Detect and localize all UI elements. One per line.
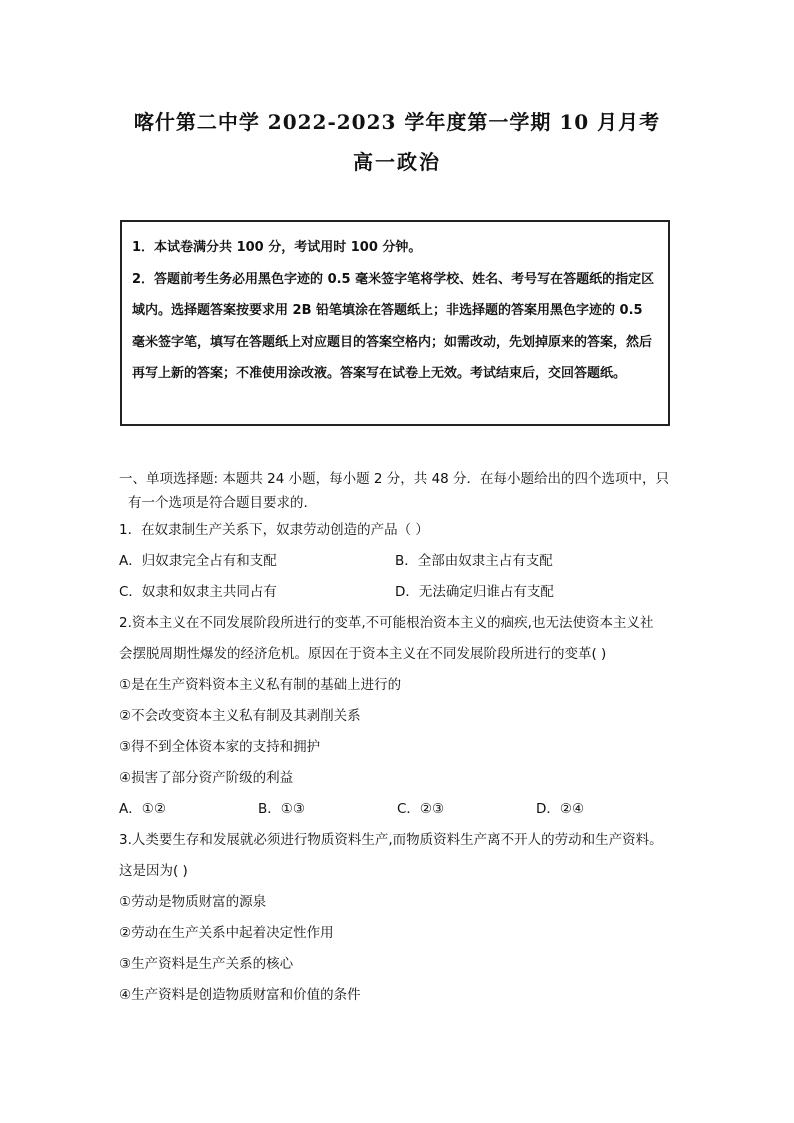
question-1-stem: 1．在奴隶制生产关系下，奴隶劳动创造的产品（ ）	[119, 522, 429, 538]
instruction-1: 1．本试卷满分共 100 分，考试用时 100 分钟。	[132, 240, 422, 255]
exam-content	[119, 467, 679, 1011]
option-b: B．①③	[258, 801, 305, 817]
question-3-item-3: ③生产资料是生产关系的核心	[119, 956, 294, 972]
question-3-stem: 3.人类要生存和发展就必须进行物质资料生产,而物质资料生产离不开人的劳动和生产资料。	[119, 832, 663, 848]
option-c: C．②③	[397, 801, 445, 817]
option-a: A．①②	[119, 801, 166, 817]
section-heading: 一、单项选择题: 本题共 24 小题，每小题 2 分，共 48 分．在每小题给出的四个选项中，只	[119, 471, 670, 487]
question-1-options-row-2	[119, 577, 679, 608]
question-2-item-3: ③得不到全体资本家的支持和拥护	[119, 739, 321, 755]
exam-subject: 高一政治	[353, 150, 441, 174]
option-c: C．奴隶和奴隶主共同占有	[119, 584, 277, 600]
section-heading-cont: 有一个选项是符合题目要求的.	[128, 495, 308, 511]
instructions-box	[120, 220, 670, 426]
option-b: B．全部由奴隶主占有支配	[395, 553, 553, 569]
question-3-stem-cont: 这是因为( )	[119, 863, 188, 879]
question-3-item-2: ②劳动在生产关系中起着决定性作用	[119, 925, 334, 941]
question-2-item-2: ②不会改变资本主义私有制及其剥削关系	[119, 708, 361, 724]
question-2-stem-cont: 会摆脱周期性爆发的经济危机。原因在于资本主义在不同发展阶段所进行的变革( )	[119, 646, 607, 662]
question-2-stem: 2.资本主义在不同发展阶段所进行的变革,不可能根治资本主义的痼疾,也无法使资本主义社	[119, 615, 654, 631]
instruction-2: 2．答题前考生务必用黑色字迹的 0.5 毫米签字笔将学校、姓名、考号写在答题纸的指定区域内。选择题答案按要求用 2B 铅笔填涂在答题纸上；非选择题的答案用黑色字迹的 0.5 毫米签字笔，填写在答题纸上对应题目的答案空格内；如需改动，先划掉原来的答案，然后再写上新的答案；不准使用涂改液。答案写在试卷上无效。考试结束后，交回答题纸。	[132, 271, 655, 381]
question-3-item-1: ①劳动是物质财富的源泉	[119, 894, 267, 910]
question-3-item-4: ④生产资料是创造物质财富和价值的条件	[119, 987, 361, 1003]
question-2-item-1: ①是在生产资料资本主义私有制的基础上进行的	[119, 677, 402, 693]
option-d: D．②④	[536, 801, 585, 817]
option-a: A．归奴隶完全占有和支配	[119, 553, 277, 569]
question-1-options-row-1	[119, 546, 679, 577]
question-2-item-4: ④损害了部分资产阶级的利益	[119, 770, 294, 786]
exam-title: 喀什第二中学 2022-2023 学年度第一学期 10 月月考	[133, 110, 661, 134]
question-2-options	[119, 794, 679, 825]
option-d: D．无法确定归谁占有支配	[395, 584, 554, 600]
